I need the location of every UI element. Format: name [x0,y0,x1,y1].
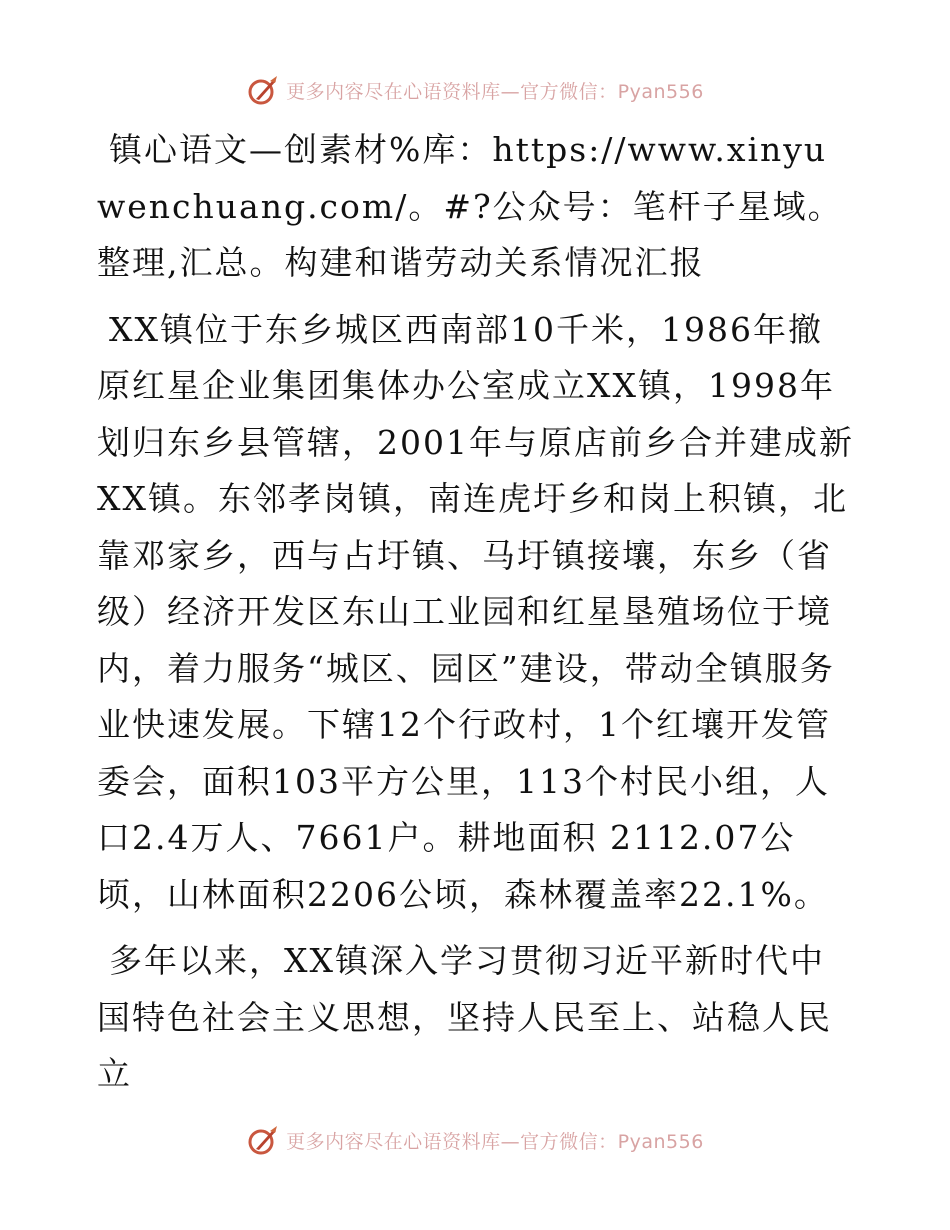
watermark-text: 更多内容尽在心语资料库—官方微信：Pyan556 [286,1130,704,1153]
paragraph-overview: XX镇位于东乡城区西南部10千米，1986年撤原红星企业集团集体办公室成立XX镇，1998年划归东乡县管辖，2001年与原店前乡合并建成新XX镇。东邻孝岗镇，南连虎圩乡和岗上积镇，北靠邓家乡，西与占圩镇、马圩镇接壤，东乡（省级）经济开发区东山工业园和红星垦殖场位于境内，着力服务“城区、园区”建设，带动全镇服务业快速发展。下辖12个行政村，1个红壤开发管委会，面积103平方公里，113个村民小组，人口2.4万人、7661户。耕地面积 2112.07公顷，山林面积2206公顷，森林覆盖率22.1%。 [97,309,854,914]
paragraph-title: 镇心语文—创素材%库：https://www.xinyuwenchuang.com/。#?公众号：笔杆子星域。整理,汇总。构建和谐劳动关系情况汇报 [97,130,843,282]
header-watermark [0,70,950,110]
quill-pen-circle-icon [246,1123,280,1157]
document-body [97,122,857,1103]
watermark-text: 更多内容尽在心语资料库—官方微信：Pyan556 [286,80,704,103]
footer-watermark [0,1120,950,1160]
paragraph-ideology: 多年以来，XX镇深入学习贯彻习近平新时代中国特色社会主义思想，坚持人民至上、站稳人民立 [97,941,832,1093]
quill-pen-circle-icon [246,73,280,107]
